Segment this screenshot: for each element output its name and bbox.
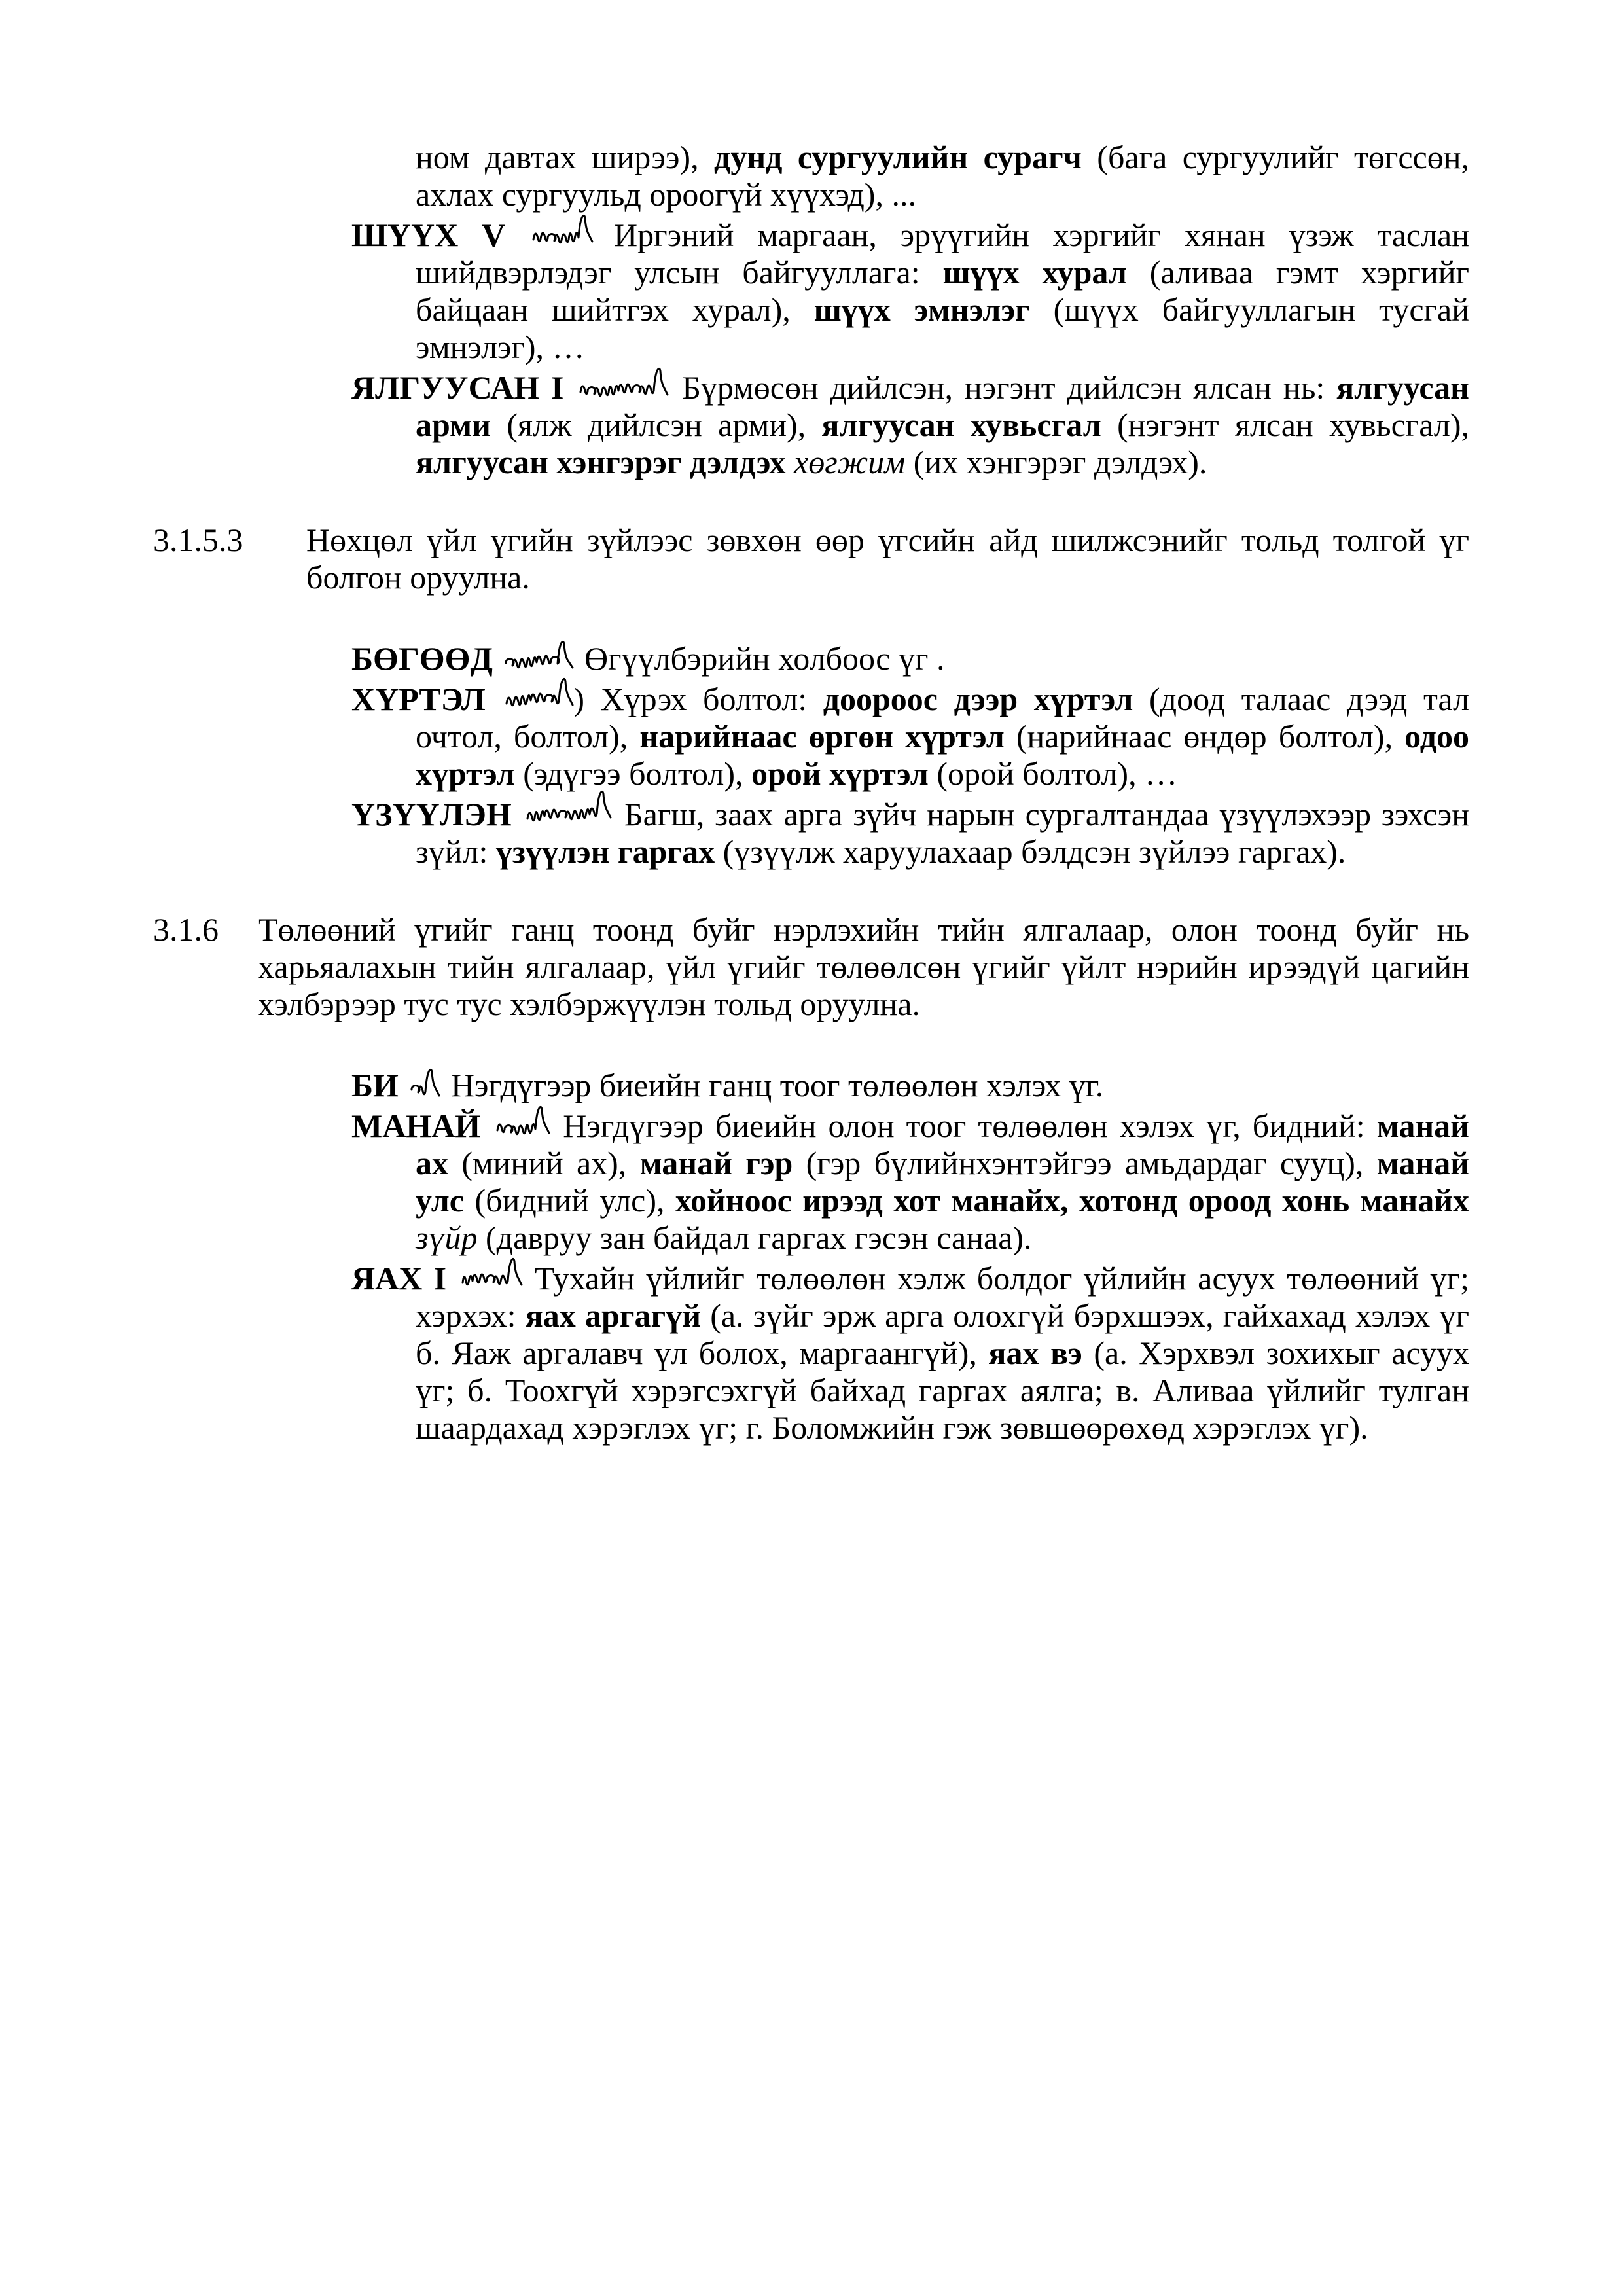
entry-yaakh	[0, 1257, 1469, 1446]
text-run: Нөхцөл үйл үгийн зүйлээс зөвхөн өөр үгсийн айд шилжсэнийг тольд толгой үг болгон оруулна.	[306, 522, 1469, 596]
text-run: (ялж дийлсэн арми),	[507, 406, 822, 443]
text-run: ЯАХ I	[351, 1260, 458, 1297]
text-run: ялгуусан хэнгэрэг дэлдэх	[416, 444, 794, 480]
text-run: шүүх эмнэлэг	[813, 291, 1054, 328]
text-run: (миний ах),	[461, 1145, 640, 1181]
text-run: Тухайн үйлийг төлөөлөн хэлж болдог үйлийн асуух төлөөний үг; хэрхэх:	[416, 1260, 1469, 1334]
text-run: ХҮРТЭЛ	[351, 681, 502, 717]
text-run: манай ах	[416, 1107, 1469, 1181]
text-run: Иргэний маргаан, эрүүгийн хэргийг хянан үзэж таслан шийдвэрлэдэг улсын байгууллага:	[416, 217, 1470, 291]
entry-shuukh	[0, 213, 1469, 366]
text-run: одоо хүртэл	[416, 718, 1470, 792]
text-run: (доод талаас дээд тал очтол, болтол),	[416, 681, 1469, 755]
section-number: 3.1.6	[153, 911, 219, 948]
text-run: нарийнаас өргөн хүртэл	[639, 718, 1016, 755]
text-run: ) Хүрэх болтол:	[573, 681, 823, 717]
text-run: шүүх хурал	[942, 254, 1150, 291]
text-run: доороос дээр хүртэл	[823, 681, 1150, 717]
text-run: орой хүртэл	[751, 755, 937, 792]
mongol-script-bogood-icon	[503, 637, 572, 676]
text-run: (нарийнаас өндөр болтол),	[1016, 718, 1405, 755]
fragment-dund-surguuliin-suragch	[0, 139, 1469, 213]
section-3-1-5-3	[0, 522, 1469, 596]
section-number: 3.1.5.3	[153, 522, 243, 558]
entry-uzuulen	[0, 793, 1469, 870]
mongol-script-yalguusan-icon	[578, 366, 666, 405]
text-run: ШҮҮХ V	[351, 217, 529, 253]
text-run: БИ	[351, 1067, 407, 1103]
text-run: (давруу зан байдал гаргах гэсэн санаа).	[486, 1219, 1032, 1256]
entry-khurtel	[0, 677, 1469, 793]
text-run: (шүүх байгууллагын тусгай эмнэлэг), …	[416, 291, 1469, 365]
text-run: (их хэнгэрэг дэлдэх).	[913, 444, 1207, 480]
mongol-script-shuukh-icon	[531, 213, 586, 253]
mongol-script-yaakh-icon	[460, 1257, 519, 1296]
text-run: (эдүгээ болтол),	[523, 755, 751, 792]
text-run: Багш, заах арга зүйч нарын сургалтандаа үзүүлэхээр зэхсэн зүйл:	[416, 796, 1469, 870]
text-run: дунд сургуулийн сурагч	[714, 139, 1097, 175]
text-run: зүйр	[416, 1219, 486, 1256]
text-run: (а. Хэрхвэл зохихыг асуух үг; б. Тоохгүй хэрэгсэхгүй байхад гаргах аялга; в. Аливаа үйлийг тулган шаардахад хэрэглэх үг; г. Боломжийн гэж зөвшөөрөхөд хэрэглэх үг).	[416, 1335, 1469, 1446]
text-run: ялгуусан арми	[416, 369, 1469, 443]
text-run: манай улс	[416, 1145, 1470, 1219]
text-run: (орой болтол), …	[936, 755, 1178, 792]
text-run: БӨГӨӨД	[351, 640, 501, 677]
text-run: (аливаа гэмт хэргийг байцаан шийтгэх хурал),	[416, 254, 1470, 328]
text-run: (үзүүлж харуулахаар бэлдсэн зүйлээ гаргах).	[722, 833, 1346, 870]
text-run: МАНАЙ	[351, 1107, 493, 1144]
text-run: хөгжим	[794, 444, 914, 480]
section-3-1-6	[0, 911, 1469, 1023]
mongol-script-uzuulen-icon	[525, 793, 610, 832]
text-run: ном давтах ширээ),	[416, 139, 715, 175]
text-run: (нэгэнт ялсан хувьсгал),	[1117, 406, 1470, 443]
entry-yalguusan	[0, 366, 1469, 481]
mongol-script-khurtel-icon	[504, 677, 569, 717]
entry-manai	[0, 1104, 1469, 1257]
text-run: ЯЛГУУСАН I	[351, 369, 576, 406]
text-run: Нэгдүгээр биеийн ганц тоог төлөөлөн хэлэх үг.	[442, 1067, 1104, 1103]
text-run: яах аргагүй	[525, 1297, 711, 1334]
text-run: ҮЗҮҮЛЭН	[351, 796, 522, 833]
text-run: хойноос ирээд хот манайх, хотонд ороод хонь манайх	[675, 1182, 1469, 1219]
dictionary-standard-text	[0, 139, 1623, 1446]
text-run: яах вэ	[988, 1335, 1094, 1371]
mongol-script-bi-icon	[409, 1064, 438, 1103]
text-run: (бага сургуулийг төгссөн, ахлах сургуульд ороогүй хүүхэд), ...	[416, 139, 1469, 213]
text-run: (гэр бүлийнхэнтэйгээ амьдардаг сууц),	[806, 1145, 1377, 1181]
text-run: Нэгдүгээр биеийн олон тоог төлөөлөн хэлэх үг, бидний:	[551, 1107, 1377, 1144]
mongol-script-manai-icon	[495, 1104, 547, 1143]
text-run: Өгүүлбэрийн холбоос үг .	[576, 640, 945, 677]
text-run: (бидний улс),	[474, 1182, 675, 1219]
text-run: (а. зүйг эрж арга олохгүй бэрхшээх, гайхахад хэлэх үг б. Яаж аргалавч үл болох, маргаангүй),	[416, 1297, 1470, 1371]
entry-bogood	[0, 637, 1469, 677]
text-run: Бүрмөсөн дийлсэн, нэгэнт дийлсэн ялсан нь:	[670, 369, 1337, 406]
text-run: үзүүлэн гаргах	[495, 833, 723, 870]
entry-bi	[0, 1064, 1469, 1104]
text-run: ялгуусан хувьсгал	[821, 406, 1118, 443]
text-run: манай гэр	[639, 1145, 806, 1181]
text-run: Төлөөний үгийг ганц тоонд буйг нэрлэхийн тийн ялгалаар, олон тоонд буйг нь харьяалахын тийн ялгалаар, үйл үгийг төлөөлсөн үгийг үйлт нэрийн ирээдүй цагийн хэлбэрээр тус тус хэлбэржүүлэн тольд оруулна.	[258, 911, 1469, 1022]
